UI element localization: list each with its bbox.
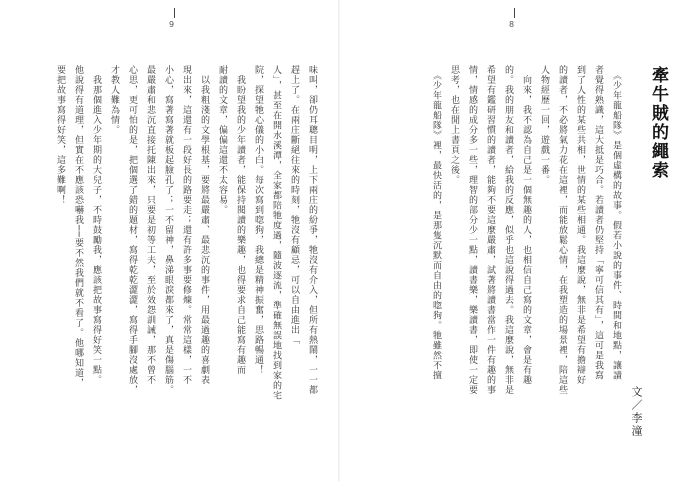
- text-line: 人物經歷一回，遊戲一番。: [539, 65, 549, 185]
- text-line: 耐讀的文章，偏偏這還不太容易。: [217, 65, 227, 215]
- text-line: 現出來，這還有一段好長的路要走；還有許多事要修煉。常常這樣，一不: [181, 65, 191, 385]
- text-line: 要把故事寫得好笑，這多難啊！: [55, 65, 65, 205]
- text-line: 《少年龍船隊》裡，最快活的，是那隻沉默而自由的唿狗。牠雖然不擅: [431, 65, 441, 381]
- text-line: 才教人難為情。: [109, 65, 119, 135]
- text-line: 希望有鑑研習慣的讀者，能夠不要這麼嚴肅，試著將讀書當作一件有趣的事: [485, 65, 495, 395]
- text-line: 心思，更可怕的是，把個選了錯的題材，寫得乾乾澀澀，寫得手腳沒處放，: [127, 65, 137, 395]
- text-line: 《少年龍船隊》是個虛構的故事。假若小說的事件、時間和地點，讓讀: [611, 65, 621, 381]
- text-line: 他說得有道理，但實在不應該恐嚇我──要不然我們就不看了。他哪知道，: [73, 65, 83, 388]
- page-number-left: 9: [169, 20, 175, 29]
- text-line: 者覺得熟識，這大抵是巧合。若讀者仍堅持「寧可信其有」，這可是我寫: [593, 65, 603, 381]
- text-line: 最嚴肅和悲沉直接托陳出來，只要是初等工夫，至於效怨訓誡，那不曾不: [145, 65, 155, 385]
- text-line: 味叫，卻仍耳聰目明，上下兩庄的紛爭，牠沒有介入，但所有熱鬧，一一都: [307, 65, 317, 395]
- text-line: 的。我的朋友和讀者，給我的反應，似乎也這說得過去。我這麼說，無非是: [503, 65, 513, 395]
- text-line: 趕上了。在兩庄斷絕往來的時刻，牠沒有顧忌，可以自由進出「: [289, 65, 299, 345]
- folio-rule-right: [514, 8, 515, 18]
- text-line: 我那個進入少年期的大兒子，不時鼓勵我，應該把故事寫得好笑一點。: [91, 65, 101, 385]
- text-line: 向來，我不認為自己是一個無趣的人，也相信自己寫的文章，會是有趣: [521, 65, 531, 385]
- text-line: 以我粗淺的文學根基，要將最嚴肅、最悲沉的事件，用最過趣的喜劇表: [199, 65, 209, 385]
- author-byline: 文／李潼: [630, 386, 643, 438]
- text-line: 情，情感的成分多一些，理智的部分少一點，讀書樂，樂讀書，即使一定要: [467, 65, 477, 395]
- text-line: 人」，甚至在開水溪潭，全家都陪牠度過，隨波逐流，準確無誤地找到家的宅: [271, 65, 281, 401]
- page-title: 牽牛賊的繩索: [648, 66, 668, 180]
- text-line: 小心，寫著寫著就板起臉孔了；一不留神，鼻涕眼淚都來了，真是傷腦筋。: [163, 65, 173, 395]
- text-line: 的讀者，不必將氣力花在這裡，而能放鬆心情，在我塑造的場景裡，陪這些: [557, 65, 567, 395]
- text-line: 思考，也在閒上書頁之後。: [449, 65, 459, 185]
- text-line: 院，探望牠心儀的小白。每次寫到唿狗，我總是精神振奮，思路暢通！: [253, 65, 263, 375]
- text-line: 我盼望我的少年讀者，能保持閱讀的樂趣，也得要求自己能寫有趣而: [235, 65, 245, 375]
- folio-rule-left: [174, 8, 175, 18]
- page-number-right: 8: [509, 20, 515, 29]
- text-line: 到了人性的某些共相，世情的某些相通。我這麼說，無非是希望有擔辯好: [575, 65, 585, 385]
